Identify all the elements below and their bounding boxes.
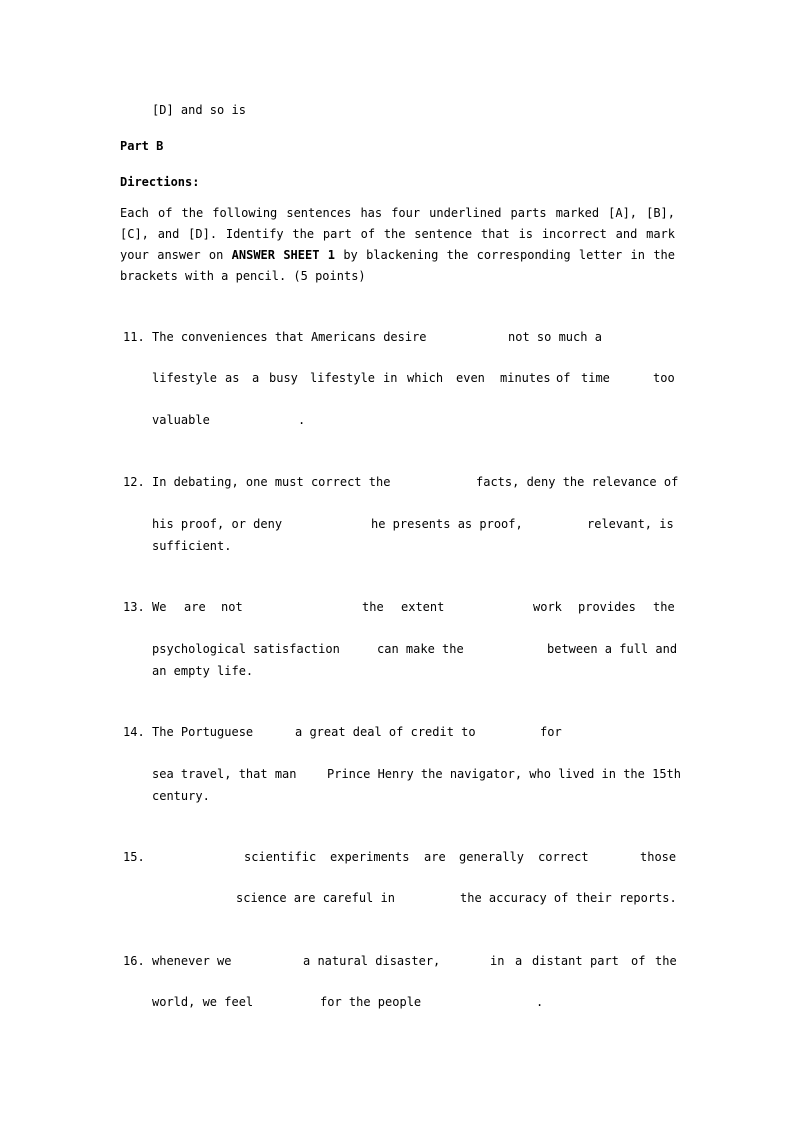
question-16-word: in [490,954,505,968]
question-12-line-1-seg-1: In debating, one must correct the [152,475,391,489]
question-16-word: the [655,954,677,968]
question-16-line-2-seg-2: for the people [320,995,422,1009]
question-15-word: experiments [330,850,410,864]
question-11-word: lifestyle [152,371,218,385]
question-12-line-1-seg-2: facts, deny the relevance of [476,475,679,489]
question-16-word: of [631,954,646,968]
question-14-line-1-seg-1: The Portuguese [152,725,254,739]
directions-heading: Directions: [120,175,200,189]
question-13-word: provides [578,600,636,614]
question-11-word: too [653,371,675,385]
question-13-word: We [152,600,167,614]
question-16-line-1-seg-2: a natural disaster, [303,954,441,968]
directions-text-after: by blackening the corresponding letter in the brackets with a pencil. (5 points) [120,248,675,283]
question-15-word: scientific [244,850,317,864]
question-11-word: time [581,371,610,385]
question-number: 15. [123,850,145,864]
question-16-word: a [515,954,523,968]
question-11-word: minutes [500,371,551,385]
question-11-word: a [252,371,260,385]
question-15-word: generally [459,850,525,864]
question-11-word: which [407,371,444,385]
part-heading: Part B [120,139,164,153]
question-11-line-3-seg-1: valuable [152,413,210,427]
directions-paragraph [120,203,675,287]
question-11-word: as [225,371,240,385]
question-13-line-3-seg-1: an empty life. [152,664,254,678]
question-number: 12. [123,475,145,489]
question-15-word: correct [538,850,589,864]
question-number: 14. [123,725,145,739]
question-16-line-2-seg-3: . [536,995,544,1009]
directions-text-before: Each of the following sentences has four underlined parts marked [A], [B], [C], and [D]. Identify the part of the sentence that is incorrect and mark your answer on [120,206,675,262]
question-12-line-2-seg-2: he presents as proof, [371,517,523,531]
question-11-word: even [456,371,485,385]
question-15-word: are [424,850,446,864]
question-number: 16. [123,954,145,968]
question-14-line-2-seg-1: sea travel, that man [152,767,297,781]
question-16-word: part [590,954,619,968]
question-13-line-2-seg-3: between a full and [547,642,678,656]
question-12-line-2-seg-1: his proof, or deny [152,517,283,531]
question-15-word: those [640,850,677,864]
question-16-line-2-seg-1: world, we feel [152,995,254,1009]
question-11-word: lifestyle [310,371,376,385]
question-13-line-2-seg-1: psychological satisfaction [152,642,340,656]
question-13-word: are [184,600,206,614]
question-13-word: the [362,600,384,614]
question-13-word: work [533,600,562,614]
question-14-line-3-seg-1: century. [152,789,210,803]
question-11-word: in [383,371,398,385]
question-11-line-1-seg-1: The conveniences that Americans desire [152,330,427,344]
question-16-line-1-seg-1: whenever we [152,954,232,968]
question-number: 11. [123,330,145,344]
question-15-line-2-seg-2: the accuracy of their reports. [460,891,677,905]
question-13-word: extent [401,600,445,614]
answer-sheet-emphasis: ANSWER SHEET 1 [231,248,335,262]
question-15-line-2-seg-1: science are careful in [236,891,395,905]
question-13-word: not [221,600,243,614]
previous-option-d: [D] and so is [152,103,246,117]
question-11-line-1-seg-2: not so much a [508,330,602,344]
question-13-word: the [653,600,675,614]
question-16-word: distant [532,954,583,968]
question-12-line-3-seg-1: sufficient. [152,539,232,553]
question-number: 13. [123,600,145,614]
question-14-line-1-seg-2: a great deal of credit to [295,725,476,739]
question-12-line-2-seg-3: relevant, is [587,517,674,531]
question-14-line-2-seg-2: Prince Henry the navigator, who lived in the 15th [327,767,682,781]
question-11-word: of [556,371,571,385]
question-13-line-2-seg-2: can make the [377,642,464,656]
question-11-line-3-seg-2: . [298,413,306,427]
question-14-line-1-seg-3: for [540,725,562,739]
question-11-word: busy [269,371,298,385]
